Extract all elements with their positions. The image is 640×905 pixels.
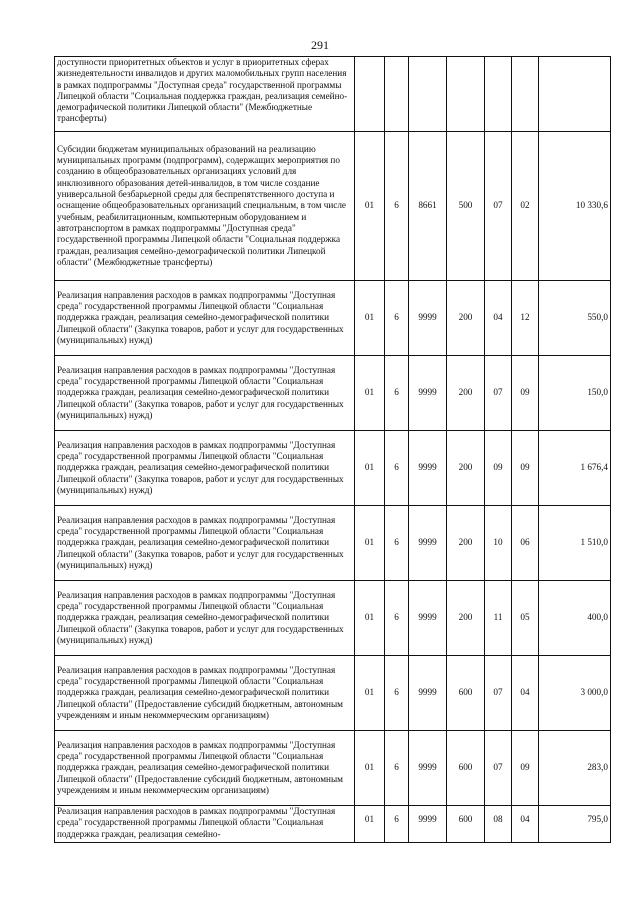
subsection-code: 12 bbox=[512, 281, 539, 356]
page-number: 291 bbox=[311, 38, 329, 52]
section-code: 11 bbox=[485, 581, 512, 656]
budget-table bbox=[54, 56, 611, 843]
table-row bbox=[55, 132, 611, 281]
subprogram-code: 6 bbox=[385, 581, 409, 656]
direction-code: 9999 bbox=[409, 431, 447, 506]
table-row bbox=[55, 281, 611, 356]
direction-code: 9999 bbox=[409, 581, 447, 656]
row-description: Реализация направления расходов в рамках подпрограммы "Доступная среда" государственной программы Липецкой области "Социальная поддержка граждан, реализация семейно-демографической политики Липецкой области" (Закупка товаров, работ и услуг для государственных (муниципальных) нужд) bbox=[55, 431, 355, 506]
table-row bbox=[55, 356, 611, 431]
direction-code: 9999 bbox=[409, 806, 447, 843]
amount bbox=[539, 57, 611, 132]
section-code: 04 bbox=[485, 281, 512, 356]
amount: 283,0 bbox=[539, 731, 611, 806]
section-code: 07 bbox=[485, 132, 512, 281]
expense-type-code: 600 bbox=[447, 806, 485, 843]
program-code bbox=[355, 57, 385, 132]
subsection-code: 05 bbox=[512, 581, 539, 656]
table-row bbox=[55, 731, 611, 806]
expense-type-code: 600 bbox=[447, 731, 485, 806]
amount: 3 000,0 bbox=[539, 656, 611, 731]
expense-type-code: 500 bbox=[447, 132, 485, 281]
amount: 550,0 bbox=[539, 281, 611, 356]
subprogram-code: 6 bbox=[385, 806, 409, 843]
program-code: 01 bbox=[355, 132, 385, 281]
subprogram-code bbox=[385, 57, 409, 132]
amount: 1 510,0 bbox=[539, 506, 611, 581]
amount: 400,0 bbox=[539, 581, 611, 656]
amount: 795,0 bbox=[539, 806, 611, 843]
table-row bbox=[55, 806, 611, 843]
subprogram-code: 6 bbox=[385, 431, 409, 506]
direction-code: 9999 bbox=[409, 356, 447, 431]
table-row bbox=[55, 656, 611, 731]
subprogram-code: 6 bbox=[385, 356, 409, 431]
row-description: Реализация направления расходов в рамках подпрограммы "Доступная среда" государственной программы Липецкой области "Социальная поддержка граждан, реализация семейно-демографической политики Липецкой области" (Закупка товаров, работ и услуг для государственных (муниципальных) нужд) bbox=[55, 506, 355, 581]
row-description: Реализация направления расходов в рамках подпрограммы "Доступная среда" государственной программы Липецкой области "Социальная поддержка граждан, реализация семейно-демографической политики Липецкой области" (Закупка товаров, работ и услуг для государственных (муниципальных) нужд) bbox=[55, 581, 355, 656]
program-code: 01 bbox=[355, 656, 385, 731]
subprogram-code: 6 bbox=[385, 132, 409, 281]
section-code: 08 bbox=[485, 806, 512, 843]
subsection-code: 09 bbox=[512, 731, 539, 806]
subprogram-code: 6 bbox=[385, 731, 409, 806]
program-code: 01 bbox=[355, 506, 385, 581]
section-code: 07 bbox=[485, 731, 512, 806]
row-description: Субсидии бюджетам муниципальных образований на реализацию муниципальных программ (подпрограмм), содержащих мероприятия по созданию в общеобразовательных организациях условий для инклюзивного образования детей-инвалидов, в том числе создание универсальной безбарьерной среды для беспрепятственного доступа и оснащение общеобразовательных организаций специальным, в том числе учебным, реабилитационным, компьютерным оборудованием и автотранспортом в рамках подпрограммы "Доступная среда" государственной программы Липецкой области "Социальная поддержка граждан, реализация семейно-демографической политики Липецкой области" (Межбюджетные трансферты) bbox=[55, 132, 355, 281]
table-row bbox=[55, 57, 611, 132]
row-description: доступности приоритетных объектов и услуг в приоритетных сферах жизнедеятельности инвалидов и других маломобильных групп населения в рамках подпрограммы "Доступная среда" государственной программы Липецкой области "Социальная поддержка граждан, реализация семейно-демографической политики Липецкой области" (Межбюджетные трансферты) bbox=[55, 57, 355, 132]
amount: 1 676,4 bbox=[539, 431, 611, 506]
subprogram-code: 6 bbox=[385, 656, 409, 731]
expense-type-code: 200 bbox=[447, 506, 485, 581]
program-code: 01 bbox=[355, 731, 385, 806]
expense-type-code: 200 bbox=[447, 281, 485, 356]
table-row bbox=[55, 506, 611, 581]
row-description: Реализация направления расходов в рамках подпрограммы "Доступная среда" государственной программы Липецкой области "Социальная поддержка граждан, реализация семейно-демографической политики Липецкой области" (Закупка товаров, работ и услуг для государственных (муниципальных) нужд) bbox=[55, 281, 355, 356]
row-description: Реализация направления расходов в рамках подпрограммы "Доступная среда" государственной программы Липецкой области "Социальная поддержка граждан, реализация семейно-демографической политики Липецкой области" (Закупка товаров, работ и услуг для государственных (муниципальных) нужд) bbox=[55, 356, 355, 431]
table-row bbox=[55, 581, 611, 656]
direction-code: 8661 bbox=[409, 132, 447, 281]
section-code: 07 bbox=[485, 356, 512, 431]
expense-type-code: 200 bbox=[447, 581, 485, 656]
program-code: 01 bbox=[355, 806, 385, 843]
section-code bbox=[485, 57, 512, 132]
subsection-code bbox=[512, 57, 539, 132]
row-description: Реализация направления расходов в рамках подпрограммы "Доступная среда" государственной программы Липецкой области "Социальная поддержка граждан, реализация семейно- bbox=[55, 806, 355, 843]
amount: 10 330,6 bbox=[539, 132, 611, 281]
row-description: Реализация направления расходов в рамках подпрограммы "Доступная среда" государственной программы Липецкой области "Социальная поддержка граждан, реализация семейно-демографической политики Липецкой области" (Предоставление субсидий бюджетным, автономным учреждениям и иным некоммерческим организациям) bbox=[55, 656, 355, 731]
direction-code: 9999 bbox=[409, 281, 447, 356]
subsection-code: 09 bbox=[512, 431, 539, 506]
subsection-code: 04 bbox=[512, 806, 539, 843]
subsection-code: 04 bbox=[512, 656, 539, 731]
direction-code: 9999 bbox=[409, 506, 447, 581]
direction-code bbox=[409, 57, 447, 132]
program-code: 01 bbox=[355, 431, 385, 506]
direction-code: 9999 bbox=[409, 656, 447, 731]
table-row bbox=[55, 431, 611, 506]
row-description: Реализация направления расходов в рамках подпрограммы "Доступная среда" государственной программы Липецкой области "Социальная поддержка граждан, реализация семейно-демографической политики Липецкой области" (Предоставление субсидий бюджетным, автономным учреждениям и иным некоммерческим организациям) bbox=[55, 731, 355, 806]
subsection-code: 06 bbox=[512, 506, 539, 581]
expense-type-code bbox=[447, 57, 485, 132]
expense-type-code: 200 bbox=[447, 356, 485, 431]
subprogram-code: 6 bbox=[385, 506, 409, 581]
program-code: 01 bbox=[355, 356, 385, 431]
program-code: 01 bbox=[355, 281, 385, 356]
expense-type-code: 200 bbox=[447, 431, 485, 506]
amount: 150,0 bbox=[539, 356, 611, 431]
section-code: 09 bbox=[485, 431, 512, 506]
subsection-code: 09 bbox=[512, 356, 539, 431]
section-code: 07 bbox=[485, 656, 512, 731]
direction-code: 9999 bbox=[409, 731, 447, 806]
expense-type-code: 600 bbox=[447, 656, 485, 731]
subsection-code: 02 bbox=[512, 132, 539, 281]
section-code: 10 bbox=[485, 506, 512, 581]
program-code: 01 bbox=[355, 581, 385, 656]
subprogram-code: 6 bbox=[385, 281, 409, 356]
